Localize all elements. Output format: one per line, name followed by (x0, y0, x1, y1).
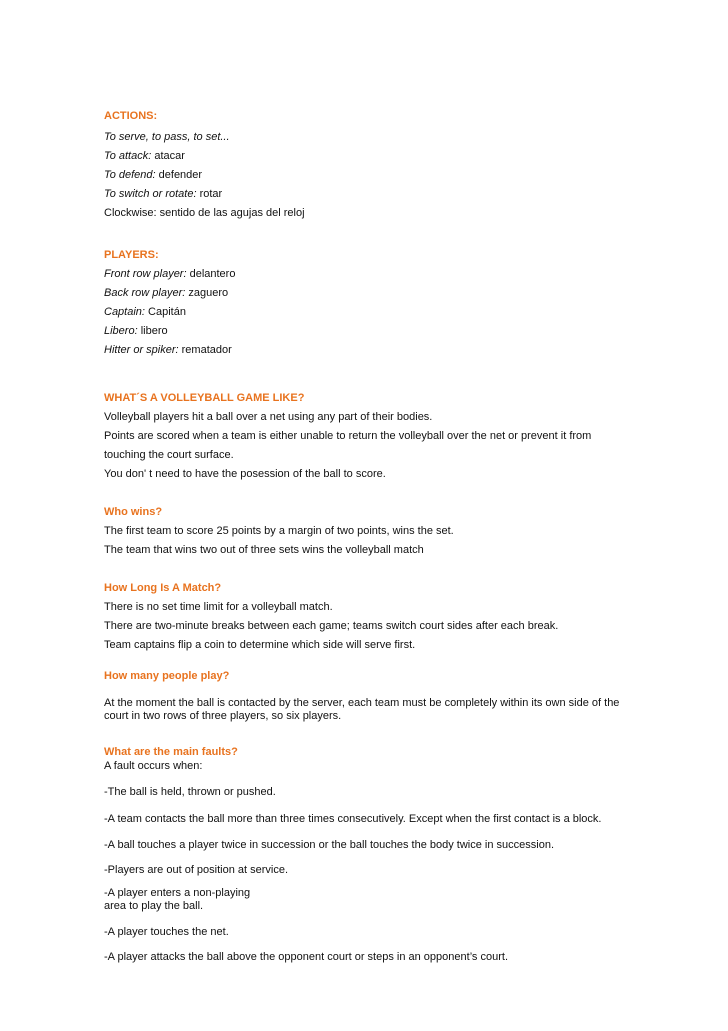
wins-line: The team that wins two out of three sets wins the volleyball match (104, 544, 424, 556)
definition: Capitán (144, 306, 186, 318)
section-heading-faults: What are the main faults? (104, 746, 238, 758)
section-heading-actions: ACTIONS: (104, 110, 158, 122)
players-item (104, 325, 168, 338)
people-line: At the moment the ball is contacted by the server, each team must be completely within its own side of the (104, 697, 620, 709)
actions-item (104, 207, 305, 220)
term: To serve, to pass, to set... (104, 131, 230, 143)
definition: rematador (178, 344, 232, 356)
players-item (104, 268, 235, 281)
term: To attack: (104, 150, 152, 162)
term: Captain: (104, 306, 145, 318)
definition: Clockwise: sentido de las agujas del reloj (104, 207, 305, 219)
definition: rotar (196, 188, 223, 200)
fault-item: -A player touches the net. (104, 926, 229, 938)
fault-item: -A player enters a non-playing (104, 887, 251, 899)
players-item (104, 344, 232, 357)
players-item (104, 306, 186, 319)
section-heading-game: WHAT´S A VOLLEYBALL GAME LIKE? (104, 392, 305, 404)
section-heading-wins: Who wins? (104, 506, 163, 518)
term: To defend: (104, 169, 156, 181)
definition: zaguero (185, 287, 229, 299)
term: Back row player: (104, 287, 186, 299)
wins-line: The first team to score 25 points by a margin of two points, wins the set. (104, 525, 454, 537)
game-line: Points are scored when a team is either unable to return the volleyball over the net or prevent it from (104, 430, 592, 442)
definition: libero (137, 325, 168, 337)
term: To switch or rotate: (104, 188, 197, 200)
actions-item (104, 150, 185, 163)
faults-intro: A fault occurs when: (104, 760, 203, 772)
section-heading-people: How many people play? (104, 670, 230, 682)
game-line: touching the court surface. (104, 449, 234, 461)
actions-item (104, 169, 202, 182)
length-line: There is no set time limit for a volleyball match. (104, 601, 333, 613)
section-heading-length: How Long Is A Match? (104, 582, 222, 594)
actions-item (104, 131, 230, 144)
term: Hitter or spiker: (104, 344, 179, 356)
game-line: You don' t need to have the posession of the ball to score. (104, 468, 386, 480)
fault-item: -A team contacts the ball more than three times consecutively. Except when the first contact is a block. (104, 813, 602, 825)
term: Libero: (104, 325, 138, 337)
definition: delantero (186, 268, 236, 280)
definition: atacar (151, 150, 185, 162)
term: Front row player: (104, 268, 187, 280)
actions-item (104, 188, 222, 201)
definition: defender (155, 169, 203, 181)
fault-item: -Players are out of position at service. (104, 864, 289, 876)
section-heading-players: PLAYERS: (104, 249, 159, 261)
fault-item: -The ball is held, thrown or pushed. (104, 786, 276, 798)
fault-item: -A ball touches a player twice in succession or the ball touches the body twice in succession. (104, 839, 555, 851)
players-item (104, 287, 228, 300)
game-line: Volleyball players hit a ball over a net using any part of their bodies. (104, 411, 433, 423)
length-line: Team captains flip a coin to determine which side will serve first. (104, 639, 416, 651)
people-line: court in two rows of three players, so six players. (104, 710, 342, 722)
fault-item: -A player attacks the ball above the opponent court or steps in an opponent’s court. (104, 951, 509, 963)
length-line: There are two-minute breaks between each game; teams switch court sides after each break. (104, 620, 559, 632)
fault-item: area to play the ball. (104, 900, 204, 912)
